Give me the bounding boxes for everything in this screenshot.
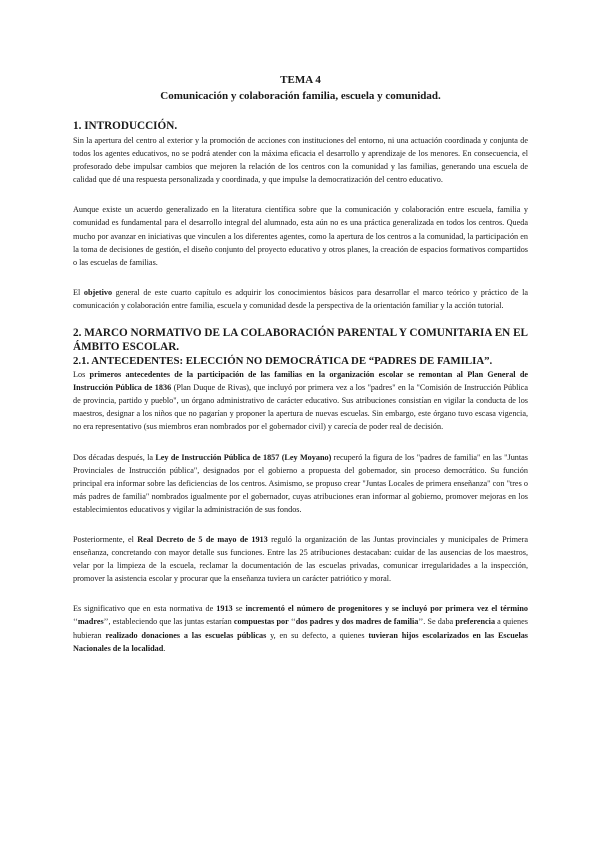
text-run: general de este cuarto capítulo es adquirir los conocimientos básicos para desarrollar el marco teórico y práctico de la comunicación y colaboración entre familia, escuela y comunidad desde la perspectiva de la orientación familiar y la acción tutorial. [73,287,529,310]
paragraph [73,286,528,312]
paragraph [73,451,528,516]
bold-text: tuvieran hijos escolarizados en las Escuelas Nacionales de la localidad [73,630,528,653]
paragraph: Sin la apertura del centro al exterior y la promoción de acciones con instituciones del entorno, ni una actuación coordinada y conjunta de todos los agentes educativos, no se podrá atender con la máxima eficacia el desarrollo y aprendizaje de los menores. En consecuencia, el profesorado debe impulsar cambios que mejoren la relación de los centros con la comunidad y las familias, generando una escuela de calidad que dé una respuesta personalizada y coordinada, y que impulse la democratización del centro educativo. [73,136,528,185]
bold-text: incrementó el número de progenitores y se incluyó por primera vez el término [245,604,528,614]
chapter-title: Comunicación y colaboración familia, escuela y comunidad. [160,90,441,102]
bold-text: Real Decreto de 5 de mayo de 1913 [137,534,268,544]
paragraph: Aunque existe un acuerdo generalizado en la literatura científica sobre que la comunicación y colaboración entre escuela, familia y comunidad es fundamental para el desarrollo integral del alumnado, esta aún no es una práctica generalizada en todos los centros. Queda mucho por avanzar en iniciativas que vinculen a los diferentes agentes, como la apertura de los centros a la comunidad, la participación en la toma de decisiones de gestión, el diseño conjunto del proyecto educativo y otros planes, la creación de espacios formativos compartidos o las escuelas de familias. [73,205,528,267]
bold-text: madres [77,617,104,627]
text-run: se [232,604,246,614]
text-run: El [73,287,84,297]
bold-text: 1913 [216,604,233,614]
section-heading-marco-normativo: 2. MARCO NORMATIVO DE LA COLABORACIÓN PARENTAL Y COMUNITARIA EN EL ÁMBITO ESCOLAR. [73,327,528,353]
text-run: recuperó la figura de los "padres de familia" en las "Juntas Provinciales de Instrucción pública", designados por el gobierno a propuesta del gobernador, sin proceso democrático. Su función principal era informar sobre las deficiencias de los centros. Asimismo, se propuso crear "Juntas Locales de primera enseñanza" con "tres o más padres de familia" nombrados igualmente por el gobernador, cuyas atribuciones eran informar al gobierno, promover mejoras en los establecimientos educativos y vigilar la administración de sus fondos. [73,452,528,514]
bold-text: realizado donaciones a las escuelas públicas [105,630,267,640]
text-run: Posteriormente, el [73,534,138,544]
section-heading-introduccion: 1. INTRODUCCIÓN. [73,120,178,132]
text-run: ’’, estableciendo que las juntas estarían [103,617,234,627]
paragraph [73,602,528,654]
paragraph [73,368,528,433]
bold-text: compuestas por [233,617,289,627]
bold-text: dos padres y dos madres de familia [295,617,419,627]
title-block [73,72,528,104]
paragraph [73,533,528,585]
bold-text: Ley de Instrucción Pública de 1857 (Ley Moyano) [155,452,332,462]
bold-text: preferencia [455,617,496,627]
bold-text: primeros antecedentes de la participación de las familias en la organización escolar se remontan al Plan General de Instrucción Pública de 1836 [73,370,529,393]
text-run: ‘‘ [73,617,78,627]
text-run: y, en su defecto, a quienes [266,630,369,640]
text-run: (Plan Duque de Rivas), que incluyó por primera vez a los "padres" en la "Comisión de Instrucción Pública de provincia, partido y pueblo", un órgano administrativo de carácter educativo. Sus atribuciones consistían en vigilar la conducta de los maestros, designar a los niños que no pagarían y proponer la apertura de nuevas escuelas. Sin embargo, este órgano tuvo escasa vigencia, no era representativo (sus miembros eran nombrados por el gobernador civil) y carecía de poder real de decisión. [73,383,528,432]
text-run: Dos décadas después, la [73,452,156,462]
subsection-heading-antecedentes: 2.1. ANTECEDENTES: ELECCIÓN NO DEMOCRÁTICA DE “PADRES DE FAMILIA”. [73,355,493,368]
text-run: a quienes hubieran [73,617,528,640]
text-run: . [163,643,166,653]
bold-text: objetivo [83,287,113,297]
text-run: Es significativo que en esta normativa de [73,604,217,614]
text-run: Los [73,370,90,380]
text-run: reguló la organización de las Juntas provinciales y municipales de Primera enseñanza, concretando con mayor detalle sus funciones. Entre las 25 atribuciones destacaban: cuidar de las ausencias de los maestros, velar por la limpieza de la escuela, reclamar la documentación de las escuelas privadas, comunicar irregularidades a la inspección, promover la asistencia escolar y procurar que la enseñanza tuviera un carácter patriótico y moral. [73,534,528,584]
text-run: ’’. Se daba [418,617,456,627]
chapter-number: TEMA 4 [280,74,321,86]
text-run: ‘‘ [288,617,296,627]
